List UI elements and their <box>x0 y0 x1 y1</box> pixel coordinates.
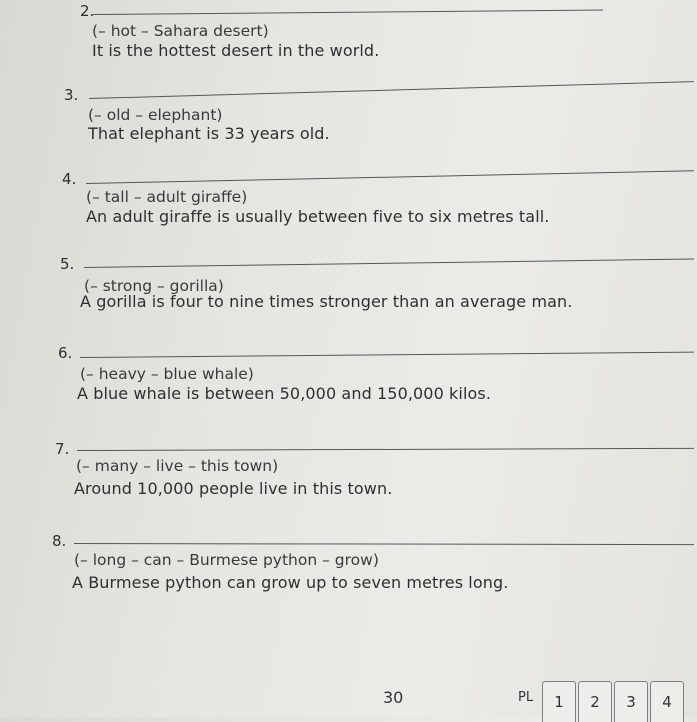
exercise-cue: (– tall – adult giraffe) <box>86 188 248 206</box>
answer-line[interactable] <box>84 258 694 268</box>
exercise-sentence: A Burmese python can grow up to seven metres long. <box>72 573 509 592</box>
page-number: 30 <box>383 688 404 707</box>
exercise-number: 3. <box>64 86 79 104</box>
exercise-cue: (– strong – gorilla) <box>84 277 224 295</box>
exercise-sentence: It is the hottest desert in the world. <box>92 41 380 60</box>
exercise-sentence: Around 10,000 people live in this town. <box>74 479 393 498</box>
tab-4[interactable]: 4 <box>650 681 684 722</box>
exercise-number: 2. <box>80 2 95 20</box>
answer-line[interactable] <box>74 543 694 545</box>
tab-2[interactable]: 2 <box>578 681 612 722</box>
answer-line[interactable] <box>80 352 694 358</box>
answer-line[interactable] <box>77 448 694 451</box>
exercise-sentence: That elephant is 33 years old. <box>88 124 330 143</box>
exercise-cue: (– old – elephant) <box>88 106 223 124</box>
exercise-number: 4. <box>62 170 77 188</box>
exercise-number: 5. <box>60 255 75 273</box>
exercise-cue: (– many – live – this town) <box>76 457 279 475</box>
exercise-sentence: A blue whale is between 50,000 and 150,000 kilos. <box>77 384 492 403</box>
exercise-sentence: A gorilla is four to nine times stronger than an average man. <box>80 292 573 311</box>
exercise-number: 6. <box>58 344 73 362</box>
tab-3[interactable]: 3 <box>614 681 648 722</box>
exercise-sentence: An adult giraffe is usually between five to six metres tall. <box>86 207 550 226</box>
exercise-cue: (– long – can – Burmese python – grow) <box>74 551 379 569</box>
exercise-cue: (– heavy – blue whale) <box>80 365 254 383</box>
exercise-number: 7. <box>55 440 70 458</box>
level-label: PL <box>518 690 534 705</box>
tab-1[interactable]: 1 <box>542 681 576 722</box>
answer-line[interactable] <box>86 170 694 184</box>
answer-line[interactable] <box>93 10 603 15</box>
answer-line[interactable] <box>89 81 694 99</box>
exercise-number: 8. <box>52 532 67 550</box>
exercise-cue: (– hot – Sahara desert) <box>92 22 269 40</box>
